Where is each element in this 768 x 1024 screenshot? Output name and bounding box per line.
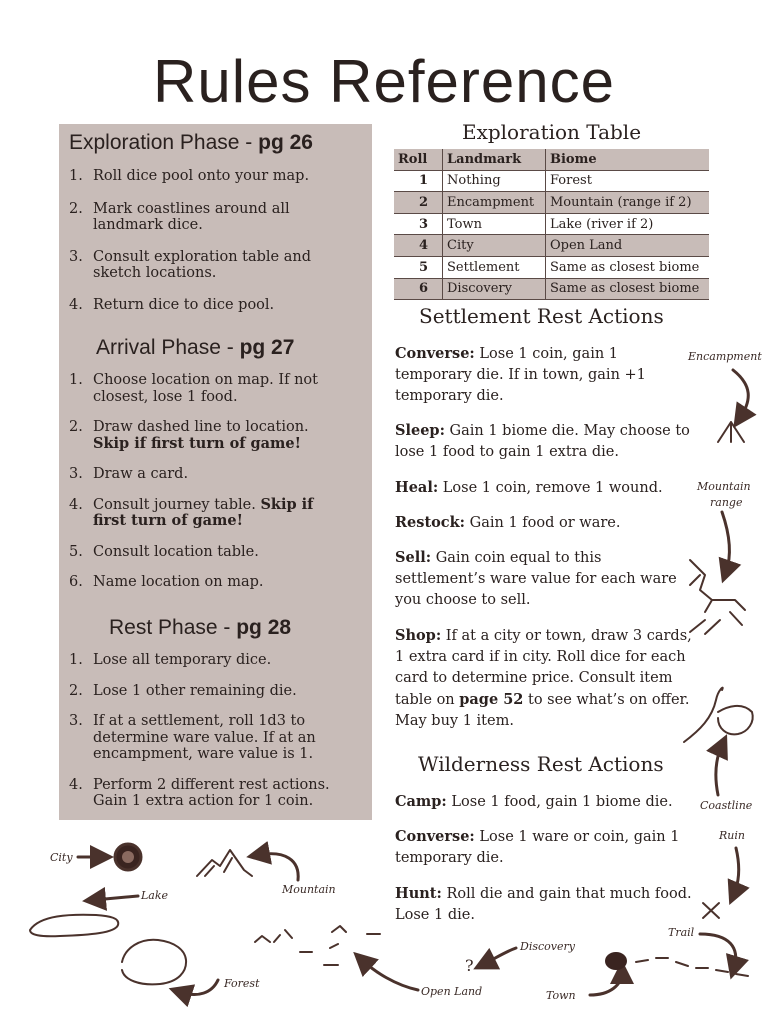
list-item: 2. Draw dashed line to location. Skip if first turn of game!	[69, 419, 309, 452]
label-coastline: Coastline	[700, 799, 753, 812]
label-forest: Forest	[224, 977, 260, 990]
column-header: Roll	[394, 149, 443, 170]
label-town: Town	[546, 989, 576, 1002]
label-discovery: Discovery	[520, 940, 575, 953]
list-item: 1. Choose location on map. If not closest, lose 1 food.	[69, 372, 318, 405]
lake-icon	[30, 915, 118, 937]
list-item: 2. Mark coastlines around all landmark dice.	[69, 200, 290, 233]
discovery-icon: ?	[465, 956, 474, 975]
arrival-phase-heading: Arrival Phase - pg 27	[96, 336, 295, 359]
wilderness-action-converse: Converse: Lose 1 ware or coin, gain 1 temporary die.	[395, 828, 680, 866]
wilderness-rest-heading: Wilderness Rest Actions	[418, 752, 664, 776]
label-trail: Trail	[668, 926, 695, 939]
column-header: Landmark	[443, 149, 546, 170]
forest-arrow	[180, 980, 218, 995]
exploration-table-title: Exploration Table	[461, 120, 642, 144]
label-mountain-range-1: Mountain	[697, 480, 751, 493]
arrival-phase-title: Arrival Phase	[96, 336, 221, 359]
arrival-phase-page: pg 27	[239, 336, 295, 359]
coastline-arrow	[716, 745, 722, 795]
coastline-icon	[684, 688, 753, 742]
table-row: 2 Encampment Mountain (range if 2)	[394, 192, 709, 214]
label-mountain: Mountain	[282, 883, 336, 896]
mountain-arrow	[258, 854, 298, 880]
settlement-action-restock: Restock: Gain 1 food or ware.	[395, 514, 621, 531]
mountain-range-arrow	[722, 512, 729, 572]
town-arrow	[590, 972, 622, 995]
lake-arrow	[94, 896, 138, 900]
settlement-action-shop: Shop: If at a city or town, draw 3 cards, 1 extra card if in city. Roll dice for each card to determine price. Consult item table on page 52 to see what’s on offer. May buy 1 item.	[395, 627, 692, 729]
label-encampment: Encampment	[688, 350, 762, 363]
mountain-icon	[197, 850, 252, 876]
table-row: 1 Nothing Forest	[394, 170, 709, 192]
encampment-arrow	[733, 370, 748, 418]
settlement-rest-heading: Settlement Rest Actions	[419, 304, 664, 328]
trail-arrow	[700, 934, 736, 968]
town-icon	[605, 952, 627, 970]
list-item: 4. Return dice to dice pool.	[69, 296, 275, 313]
rest-phase-title: Rest Phase	[109, 616, 218, 639]
settlement-action-sleep: Sleep: Gain 1 biome die. May choose to lose 1 food to gain 1 extra die.	[395, 422, 690, 460]
tent-icon	[718, 422, 744, 442]
table-row: 5 Settlement Same as closest biome	[394, 256, 709, 278]
list-item: 4. Consult journey table. Skip if first turn of game!	[69, 495, 314, 529]
label-open-land: Open Land	[421, 985, 483, 998]
list-item: 6. Name location on map.	[69, 574, 264, 590]
exploration-phase-heading: Exploration Phase - pg 26	[69, 131, 313, 154]
label-ruin: Ruin	[719, 829, 745, 842]
mountain-range-icon	[690, 560, 745, 634]
page-title: Rules Reference	[153, 48, 615, 115]
rest-phase-page: pg 28	[236, 616, 292, 639]
settlement-action-converse: Converse: Lose 1 coin, gain 1 temporary die. If in town, gain +1 temporary die.	[395, 345, 646, 404]
list-item: 3. Consult exploration table and sketch locations.	[69, 248, 311, 281]
settlement-action-sell: Sell: Gain coin equal to this settlement’s ware value for each ware you choose to sell.	[395, 549, 677, 608]
list-item: 1. Roll dice pool onto your map.	[69, 168, 310, 184]
list-item: 3. If at a settlement, roll 1d3 to determine ware value. If at an encampment, ware value is 1.	[69, 713, 316, 762]
discovery-arrow	[484, 948, 516, 964]
label-lake: Lake	[141, 889, 169, 902]
ruin-icon	[703, 903, 719, 918]
wilderness-action-camp: Camp: Lose 1 food, gain 1 biome die.	[395, 793, 673, 810]
wilderness-action-hunt: Hunt: Roll die and gain that much food. Lose 1 die.	[395, 885, 692, 923]
exploration-phase-page: pg 26	[258, 131, 313, 154]
list-item: 1. Lose all temporary dice.	[69, 652, 272, 668]
settlement-action-heal: Heal: Lose 1 coin, remove 1 wound.	[395, 479, 663, 496]
table-row: 4 City Open Land	[394, 235, 709, 257]
table-row: 6 Discovery Same as closest biome	[394, 278, 709, 300]
open-land-arrow	[362, 960, 418, 990]
label-mountain-range-2: range	[710, 496, 743, 509]
list-item: 5. Consult location table.	[69, 543, 259, 560]
list-item: 2. Lose 1 other remaining die.	[69, 682, 297, 699]
label-city: City	[50, 851, 73, 864]
trail-icon	[636, 958, 748, 976]
column-header: Biome	[546, 149, 710, 170]
ruin-arrow	[734, 848, 739, 894]
exploration-phase-title: Exploration Phase	[69, 131, 240, 154]
list-item: 4. Perform 2 different rest actions. Gain 1 extra action for 1 coin.	[69, 776, 330, 809]
table-row: 3 Town Lake (river if 2)	[394, 213, 709, 235]
rest-phase-heading: Rest Phase - pg 28	[109, 616, 292, 639]
list-item: 3. Draw a card.	[69, 466, 189, 482]
forest-icon	[122, 940, 186, 985]
